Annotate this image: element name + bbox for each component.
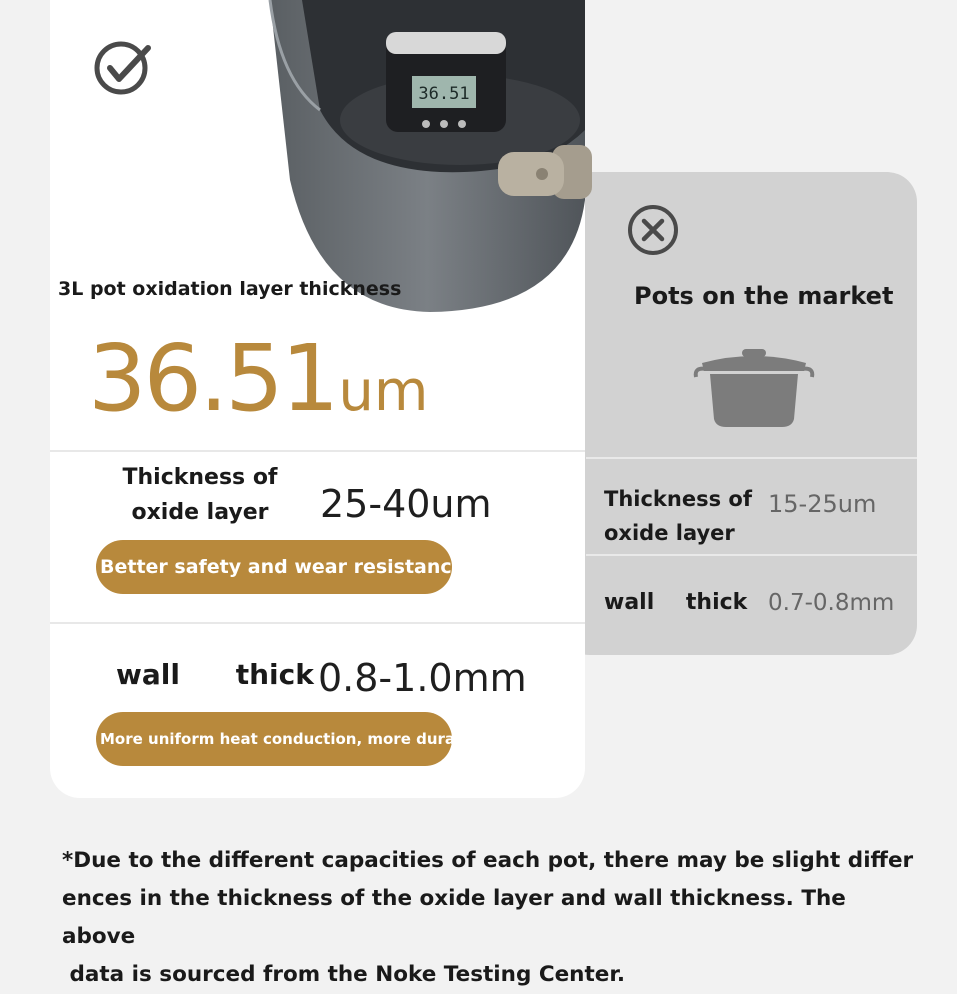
- pot-photo-illustration: [240, 0, 585, 320]
- our-wall-value: 0.8-1.0mm: [318, 656, 527, 700]
- our-wall-label: wall thick: [116, 658, 314, 691]
- market-oxide-label: Thickness of oxide layer: [604, 487, 752, 545]
- meter-reading: 36.51: [418, 84, 470, 104]
- market-divider-1: [586, 457, 917, 459]
- footnote-line-1: *Due to the different capacities of each pot, there may be slight differ: [62, 848, 914, 873]
- measured-number: 36.51: [88, 325, 337, 432]
- x-circle-icon: [625, 202, 681, 258]
- our-oxide-value: 25-40um: [320, 482, 492, 526]
- market-wall-label: wall thick: [604, 590, 748, 615]
- oxide-benefit-badge: Better safety and wear resistance: [96, 540, 452, 594]
- market-divider-2: [586, 554, 917, 556]
- our-oxide-label: Thickness of oxide layer: [122, 465, 278, 525]
- pot-caption: 3L pot oxidation layer thickness: [58, 278, 402, 300]
- measured-unit: um: [338, 359, 429, 424]
- footnote-line-2: ences in the thickness of the oxide layer and wall thickness. The above: [62, 886, 846, 949]
- market-wall-value: 0.7-0.8mm: [768, 590, 895, 616]
- wall-benefit-badge: More uniform heat conduction, more durable: [96, 712, 452, 766]
- market-title: Pots on the market: [634, 282, 894, 310]
- stock-pot-icon: [692, 347, 816, 431]
- market-pot-card: [560, 172, 917, 655]
- our-divider-1: [50, 450, 585, 452]
- footnote-line-3: data is sourced from the Noke Testing Center.: [62, 962, 626, 987]
- measured-thickness: [88, 325, 428, 432]
- our-divider-2: [50, 622, 585, 624]
- check-circle-icon: [92, 38, 156, 98]
- footnote: [62, 842, 922, 994]
- market-oxide-value: 15-25um: [768, 490, 877, 518]
- our-pot-card: [50, 0, 585, 798]
